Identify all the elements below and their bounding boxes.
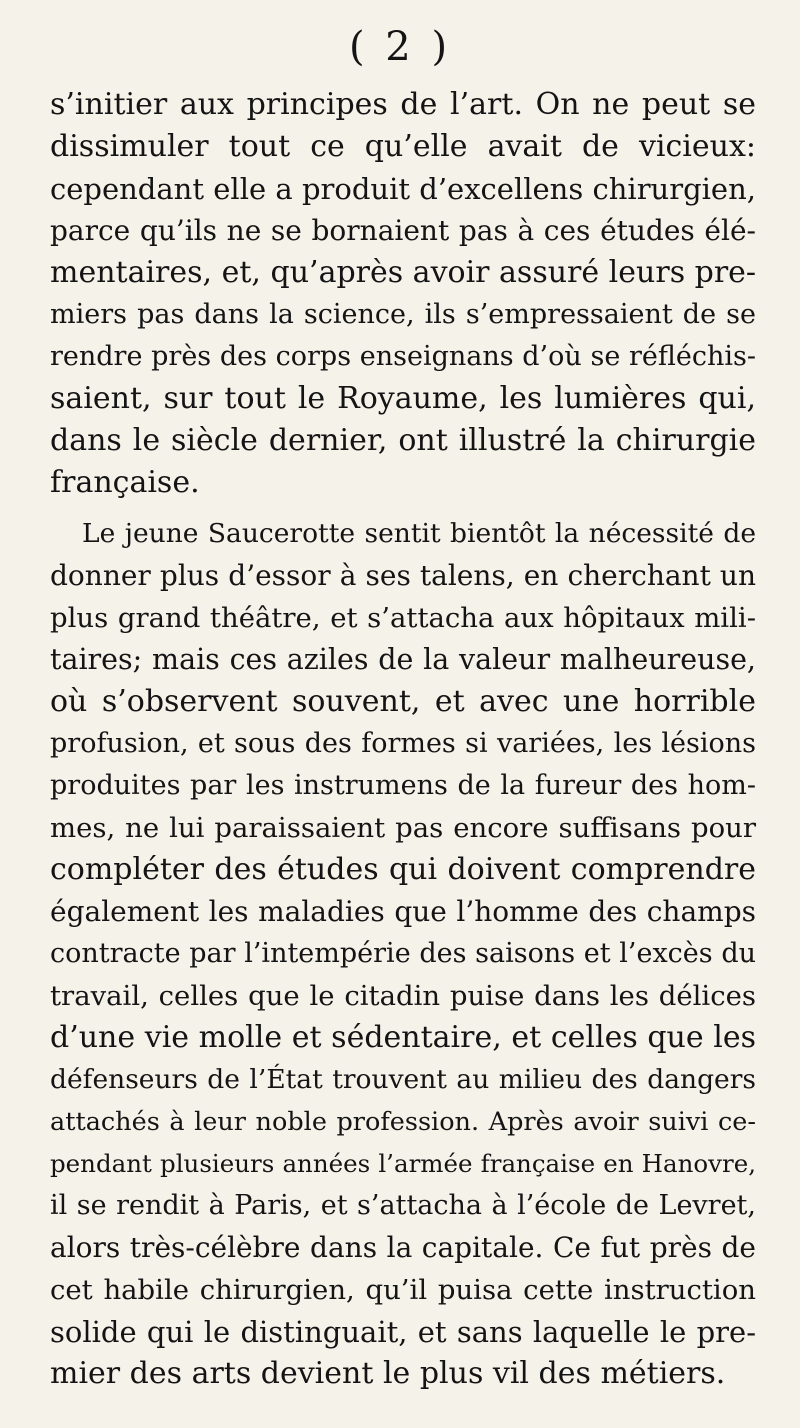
text-line: mier des arts devient le plus vil des métiers. xyxy=(50,1356,726,1391)
text-line: taires; mais ces aziles de la valeur malheureuse, xyxy=(50,643,756,676)
text-line: plus grand théâtre, et s’attacha aux hôpitaux mili- xyxy=(50,602,756,634)
text-line: compléter des études qui doivent comprendre xyxy=(50,852,756,887)
text-line: travail, celles que le citadin puise dans les délices xyxy=(50,980,756,1012)
text-line: produites par les instrumens de la fureur des hom- xyxy=(50,770,756,801)
text-line: parce qu’ils ne se bornaient pas à ces études élé- xyxy=(50,214,756,247)
text-line: saient, sur tout le Royaume, les lumières qui, xyxy=(50,381,756,416)
text-line: pendant plusieurs années l’armée française en Hanovre, xyxy=(50,1149,756,1178)
text-line: française. xyxy=(50,465,200,500)
text-line: cependant elle a produit d’excellens chirurgien, xyxy=(50,172,756,206)
text-line: défenseurs de l’État trouvent au milieu des dangers xyxy=(50,1064,756,1095)
text-line: cet habile chirurgien, qu’il puisa cette instruction xyxy=(50,1274,756,1306)
text-line: dans le siècle dernier, ont illustré la chirurgie xyxy=(50,423,756,458)
text-line: s’initier aux principes de l’art. On ne peut se xyxy=(50,87,756,122)
page-number: ( 2 ) xyxy=(348,24,452,70)
text-line: il se rendit à Paris, et s’attacha à l’école de Levret, xyxy=(50,1190,756,1221)
text-line: miers pas dans la science, ils s’empressaient de se xyxy=(50,299,756,330)
text-line: attachés à leur noble profession. Après avoir suivi ce- xyxy=(50,1107,756,1137)
text-line: donner plus d’essor à ses talens, en cherchant un xyxy=(50,559,756,592)
text-line: alors très-célèbre dans la capitale. Ce fut près de xyxy=(50,1231,756,1264)
text-line: rendre près des corps enseignans d’où se réfléchis- xyxy=(50,341,756,372)
text-line: contracte par l’intempérie des saisons et l’excès du xyxy=(50,938,756,969)
text-line: mes, ne lui paraissaient pas encore suffisans pour xyxy=(50,812,756,844)
text-line: dissimuler tout ce qu’elle avait de vicieux: xyxy=(50,129,756,164)
paragraph-first-line: Le jeune Saucerotte sentit bientôt la nécessité de xyxy=(82,518,756,549)
text-line: également les maladies que l’homme des champs xyxy=(50,895,756,928)
text-line: mentaires, et, qu’après avoir assuré leurs pre- xyxy=(50,255,757,290)
text-line: solide qui le distinguait, et sans laquelle le pre- xyxy=(50,1315,756,1349)
text-line: où s’observent souvent, et avec une horrible xyxy=(50,684,756,719)
text-line: profusion, et sous des formes si variées, les lésions xyxy=(50,728,756,759)
text-line: d’une vie molle et sédentaire, et celles que les xyxy=(50,1020,756,1055)
